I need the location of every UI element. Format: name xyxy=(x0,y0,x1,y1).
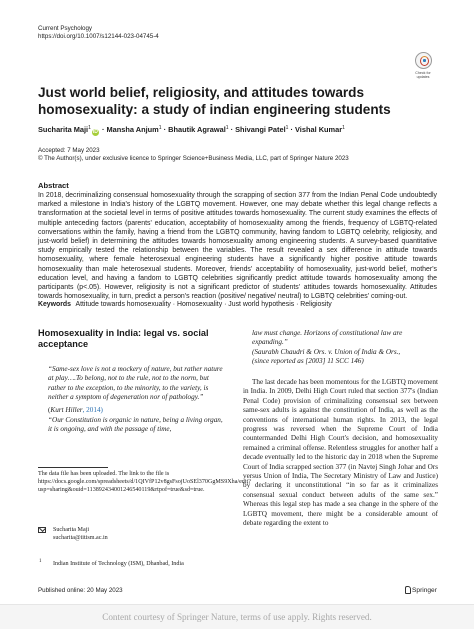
check-for-updates-label: Check for updates xyxy=(415,71,431,80)
corresponding-author xyxy=(53,526,223,542)
author-separator: · xyxy=(99,125,107,134)
author-name[interactable]: Mansha Anjum xyxy=(106,125,159,134)
keywords-list: Attitude towards homosexuality · Homosexuality · Just world hypothesis · Religiosity xyxy=(75,301,332,308)
author-name[interactable]: Bhautik Agrawal xyxy=(168,125,226,134)
section-heading: Homosexuality in India: legal vs. social acceptance xyxy=(38,328,209,349)
author-affiliation-marker: 1 xyxy=(285,125,289,131)
author-separator: · xyxy=(161,125,169,134)
contact-email[interactable]: sucharita@iitism.ac.in xyxy=(53,535,108,541)
epigraph-citation-2-detail: (since reported as [2003] 11 SCC 146) xyxy=(252,357,364,365)
affiliation-marker: 1 xyxy=(39,559,42,564)
check-for-updates-badge[interactable] xyxy=(410,52,436,79)
article-title: Just world belief, religiosity, and attitudes towards homosexuality: a study of indian engineering students xyxy=(38,85,391,117)
epigraph-quote-2-continued: law must change. Horizons of constitutional law are expanding.” xyxy=(252,329,403,347)
keywords-label: Keywords xyxy=(38,301,71,308)
article-dates xyxy=(38,147,349,164)
author-list xyxy=(38,124,345,136)
epigraph-quote-1: “Same-sex love is not a mockery of nature, but rather nature at play….To belong, not to the rule, not to the norm, but rather to the exception, to the minority, to the variety, is neither a symptom of degeneration nor of pathology.” xyxy=(48,365,223,402)
published-online-date: Published online: 20 May 2023 xyxy=(38,587,123,594)
author-name[interactable]: Sucharita Maji xyxy=(38,125,89,134)
author-name[interactable]: Shivangi Patel xyxy=(235,125,286,134)
springer-horse-icon xyxy=(404,586,410,593)
citation-year-link[interactable]: , 2014) xyxy=(82,406,103,414)
courtesy-watermark: Content courtesy of Springer Nature, terms of use apply. Rights reserved. xyxy=(102,612,372,622)
body-paragraph: The last decade has been momentous for the LGBTQ movement in India. In 2009, Delhi High Court ruled that section 377's (Indian Penal Code) provision of criminalizing consensual sex between same-sex adults is against the constitution of India, as well as the conventions of international human rights. In 2013, the legal progress was reversed when the Supreme Court of India countermanded Delhi High Court's decision, and homosexuality remained a criminal offense. Relentless struggles for another half a decade eventually led to the historic day in 2018 when the Supreme Court of India scrapped section 377 (in Navtej Singh Johar and Ors versus Union of India, The Secretary Ministry of Law and Justice) by declaring it unconstitutional “in so far as it criminalizes consensual sexual conduct between adults of the same sex.” Whereas this legal step has made a sea change in the sphere of the LGBTQ movement, there might be a considerable amount of debate regarding the extent to xyxy=(243,378,438,528)
publisher-name: Springer xyxy=(412,587,437,594)
footnote-divider xyxy=(38,467,108,468)
citation-author: Kurt Hiller xyxy=(50,406,83,414)
journal-header xyxy=(38,25,159,41)
publisher-logo xyxy=(404,586,437,595)
contact-name: Sucharita Maji xyxy=(53,527,90,533)
affiliation: Indian Institute of Technology (ISM), Dhanbad, India xyxy=(53,561,184,567)
copyright-line: © The Author(s), under exclusive licence to Springer Science+Business Media, LLC, part of Springer Nature 2023 xyxy=(38,155,349,163)
data-availability-note[interactable]: The data file has been uploaded. The link to the file is https://docs.google.com/spreadsheets/d/1QIVfP12v8gsFsojUoSEl370GgMS9Xha/edit?usp=sharing&ouid=113892434001246540119&rtpof=true&sd=true. xyxy=(38,471,251,493)
author-affiliation-marker: 1 xyxy=(225,125,229,131)
accepted-date: Accepted: 7 May 2023 xyxy=(38,147,100,154)
author-affiliation-marker: 1 xyxy=(158,125,162,131)
check-for-updates-icon xyxy=(415,52,432,69)
keywords xyxy=(38,300,438,309)
envelope-icon xyxy=(38,527,46,533)
abstract-heading: Abstract xyxy=(38,181,69,190)
journal-name: Current Psychology xyxy=(38,25,92,32)
author-separator: · xyxy=(288,125,296,134)
epigraph-citation-2: (Saurabh Chaudri & Ors. v. Union of India & Ors., xyxy=(252,348,401,356)
epigraph-citation-1: (Kurt Hiller, 2014) xyxy=(48,406,103,414)
author-separator: · xyxy=(228,125,236,134)
orcid-icon[interactable]: iD xyxy=(92,129,98,135)
epigraph-quote-2: “Our Constitution is organic in nature, being a living organ, it is ongoing, and with the passage of time, xyxy=(48,416,223,434)
author-affiliation-marker: 1 xyxy=(342,125,345,131)
abstract-text: In 2018, decriminalizing consensual homosexuality through the scrapping of section 377 from the Indian Penal Code undoubtedly marked a milestone in India's history of the LGBTQ movement. However, one may debate whether this legal change reflects a transformation at the societal level in terms of positive attitudes towards homosexuality. The current study examines the effects of multiple anteceding factors (parents' education, acceptability of homosexuality among the friends, frequency of LGBTQ-related conversations within the family, having a friend from the LGBTQ community, having fandom to LGBTQ celebrity, religiosity, and just-world belief) in determining the attitudes towards homosexuality among engineering students. A survey-based quantitative study empirically tested the relationship between the variables. The result revealed a sex difference in attitude towards homosexuality, where female heterosexual engineering students have a significantly higher positive attitude towards homosexuality than male heterosexual students. Moreover, friends' acceptability of homosexuality, just-world belief, mother's education level, and having a fandom to LGBTQ celebrities significantly predict attitude towards homosexuality among the participants (p<.05). However, religiosity is not a significant predictor of students' attitudes towards homosexuality. Attitudes towards homosexuality, in turn, predict a person's reaction (positive/ negative/ neutral) to LGBTQ celebrities' coming-out. xyxy=(38,192,437,301)
author-name[interactable]: Vishal Kumar xyxy=(295,125,343,134)
doi-link[interactable]: https://doi.org/10.1007/s12144-023-04745-4 xyxy=(38,33,159,41)
author-affiliation-marker: 1 xyxy=(88,125,91,131)
